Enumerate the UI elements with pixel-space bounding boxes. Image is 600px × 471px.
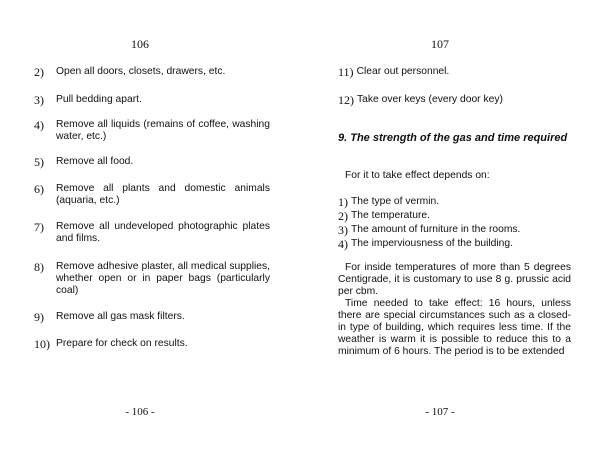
item-text: Remove adhesive plaster, all medical supplies, whether open or in paper bags (particularly coal) [56, 261, 270, 296]
item-number: 10) [34, 337, 50, 351]
section-heading: 9. The strength of the gas and time required [338, 132, 568, 144]
list-item [338, 210, 572, 222]
list-item [338, 66, 572, 78]
item-number: 8) [34, 260, 44, 274]
page-number-bottom: - 106 - [125, 406, 155, 418]
list-item [34, 311, 270, 323]
item-number: 5) [34, 155, 44, 169]
page-number-top: 107 [431, 37, 449, 51]
list-item [338, 224, 572, 236]
item-number: 11) [338, 65, 354, 79]
item-number: 2) [338, 209, 348, 223]
list-item [34, 261, 270, 297]
item-number: 7) [34, 220, 44, 234]
item-text: The temperature. [351, 210, 430, 221]
item-text: Remove all food. [56, 156, 134, 167]
page-number-bottom: - 107 - [425, 406, 455, 418]
item-text: The amount of furniture in the rooms. [351, 224, 521, 235]
item-number: 1) [338, 195, 348, 209]
list-item [338, 196, 572, 208]
paragraph: For inside temperatures of more than 5 degrees Centigrade, it is customary to use 8 g. prussic acid per cbm. [338, 262, 571, 297]
item-number: 12) [338, 93, 354, 107]
list-item [34, 183, 270, 207]
list-item [34, 66, 270, 78]
item-text: Clear out personnel. [356, 66, 450, 77]
paragraph: Time needed to take effect: 16 hours, unless there are special circumstances such as a closed-in type of building, which requires less time. If the weather is warm it is possible to reduce this to a minimum of 6 hours. The period is to be extended [338, 298, 571, 357]
list-item [338, 238, 572, 250]
item-number: 4) [338, 237, 348, 251]
list-item [34, 119, 270, 143]
item-text: Take over keys (every door key) [357, 94, 503, 105]
list-item [34, 221, 270, 245]
item-number: 3) [34, 93, 44, 107]
item-number: 9) [34, 310, 44, 324]
list-item [34, 156, 270, 168]
item-text: Remove all plants and domestic animals (aquaria, etc.) [56, 183, 270, 206]
list-item [34, 94, 270, 106]
intro-text: For it to take effect depends on: [345, 170, 490, 181]
list-item [34, 338, 270, 350]
item-number: 6) [34, 182, 44, 196]
page-number-top: 106 [131, 37, 149, 51]
list-item [338, 94, 572, 106]
item-text: Open all doors, closets, drawers, etc. [56, 66, 226, 77]
item-number: 3) [338, 223, 348, 237]
item-text: The imperviousness of the building. [351, 238, 513, 249]
item-number: 2) [34, 65, 44, 79]
item-text: Pull bedding apart. [56, 94, 142, 105]
right-page [300, 0, 600, 471]
item-text: Prepare for check on results. [56, 338, 188, 349]
item-text: Remove all gas mask filters. [56, 311, 185, 322]
item-text: The type of vermin. [351, 196, 440, 207]
item-text: Remove all liquids (remains of coffee, washing water, etc.) [56, 119, 270, 142]
item-number: 4) [34, 118, 44, 132]
item-text: Remove all undeveloped photographic plates and films. [56, 221, 270, 244]
